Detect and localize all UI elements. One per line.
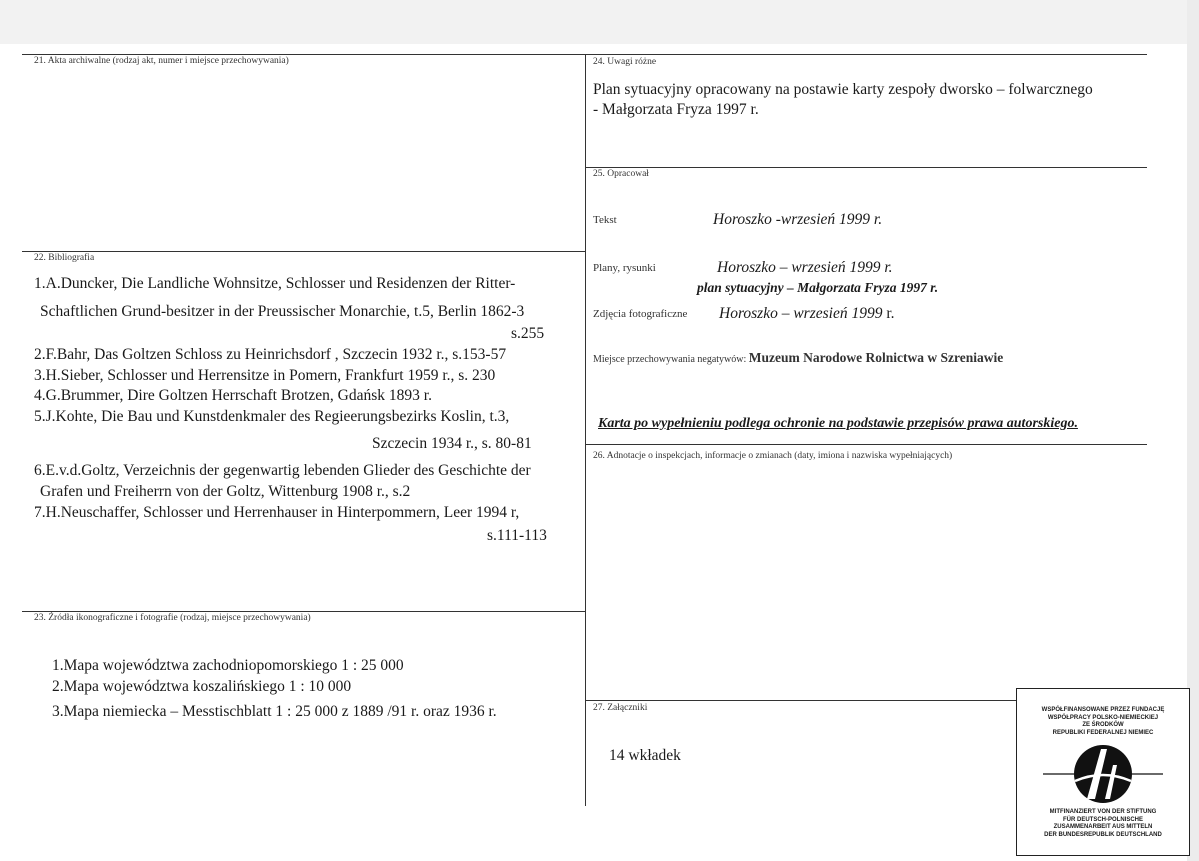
rule-25 xyxy=(585,167,1147,168)
bib-1-line-1: 1.A.Duncker, Die Landliche Wohnsitze, Schlosser und Residenzen der Ritter- xyxy=(34,275,516,292)
section-25-label: 25. Opracował xyxy=(593,169,649,179)
section-22-label: 22. Bibliografia xyxy=(34,253,95,263)
bib-3: 3.H.Sieber, Schlosser und Herrensitze in Pomern, Frankfurt 1959 r., s. 230 xyxy=(34,367,496,384)
bib-6-line-1: 6.E.v.d.Goltz, Verzeichnis der gegenwartig lebenden Glieder des Geschichte der xyxy=(34,462,531,479)
section-24-label: 24. Uwagi różne xyxy=(593,57,657,67)
bib-2: 2.F.Bahr, Das Goltzen Schloss zu Heinrichsdorf , Szczecin 1932 r., s.153-57 xyxy=(34,346,507,363)
zdjecia-value xyxy=(719,304,895,324)
bib-7-line-2: s.111-113 xyxy=(487,527,547,544)
source-1: 1.Mapa województwa zachodniopomorskiego 1 : 25 000 xyxy=(52,657,404,674)
bib-5-line-1: 5.J.Kohte, Die Bau und Kunstdenkmaler des Regieerungsbezirks Koslin, t.3, xyxy=(34,408,510,425)
remarks-line-2: - Małgorzata Fryza 1997 r. xyxy=(593,101,759,118)
plany-label: Plany, rysunki xyxy=(593,262,656,274)
source-2: 2.Mapa województwa koszalińskiego 1 : 10 000 xyxy=(52,678,352,695)
bib-1-line-2: Schaftlichen Grund-besitzer in der Preussischer Monarchie, t.5, Berlin 1862-3 xyxy=(40,303,525,320)
rule-23 xyxy=(22,611,585,612)
stamp-bottom-2: FÜR DEUTSCH-POLNISCHE xyxy=(1062,816,1143,823)
stamp-top-4: REPUBLIKI FEDERALNEJ NIEMIEC xyxy=(1052,729,1154,736)
zdjecia-label: Zdjęcia fotograficzne xyxy=(593,308,688,320)
section-27-label: 27. Załączniki xyxy=(593,703,648,713)
miejsce-label-text: Miejsce przechowywania negatywów: xyxy=(593,354,747,365)
stamp-top-2: WSPÓŁPRACY POLSKO-NIEMIECKIEJ xyxy=(1047,714,1159,721)
scan-edge-top xyxy=(0,0,1199,44)
rule-26 xyxy=(585,444,1147,445)
copyright-notice: Karta po wypełnieniu podlega ochronie na podstawie przepisów prawa autorskiego. xyxy=(598,416,1078,431)
rule-27 xyxy=(585,700,1017,701)
foundation-logo-icon xyxy=(1017,741,1189,807)
bib-6-line-2: Grafen und Freiherrn von der Goltz, Wittenburg 1908 r., s.2 xyxy=(40,483,411,500)
bib-5-line-2: Szczecin 1934 r., s. 80-81 xyxy=(372,435,532,452)
rule-22 xyxy=(22,251,585,252)
bib-7-line-1: 7.H.Neuschaffer, Schlosser und Herrenhauser in Hinterpommern, Leer 1994 r, xyxy=(34,504,520,521)
plany-value-2: plan sytuacyjny – Małgorzata Fryza 1997 r. xyxy=(697,280,939,295)
tekst-value: Horoszko -wrzesień 1999 r. xyxy=(713,211,883,228)
plany-value: Horoszko – wrzesień 1999 r. xyxy=(717,259,893,276)
section-21-label: 21. Akta archiwalne (rodzaj akt, numer i miejsce przechowywania) xyxy=(34,56,289,66)
foundation-stamp xyxy=(1016,688,1190,856)
stamp-top-3: ZE ŚRODKÓW xyxy=(1082,722,1124,728)
miejsce-value: Muzeum Narodowe Rolnictwa w Szreniawie xyxy=(748,350,1004,365)
section-26-label: 26. Adnotacje o inspekcjach, informacje o zmianach (daty, imiona i nazwiska wypełniających) xyxy=(593,451,953,461)
stamp-bottom-4: DER BUNDESREPUBLIK DEUTSCHLAND xyxy=(1044,831,1162,838)
tekst-label: Tekst xyxy=(593,214,617,226)
miejsce-label xyxy=(593,350,1003,366)
source-3: 3.Mapa niemiecka – Messtischblatt 1 : 25 000 z 1889 /91 r. oraz 1936 r. xyxy=(52,703,497,720)
section-23-label: 23. Źródła ikonograficzne i fotografie (rodzaj, miejsce przechowywania) xyxy=(34,613,311,623)
bib-1-line-3: s.255 xyxy=(511,325,545,342)
zdjecia-value-suffix: r. xyxy=(882,305,895,322)
stamp-bottom-1: MITFINANZIERT VON DER STIFTUNG xyxy=(1049,809,1157,815)
bib-4: 4.G.Brummer, Dire Goltzen Herrschaft Brotzen, Gdańsk 1893 r. xyxy=(34,387,432,404)
attachments-value: 14 wkładek xyxy=(609,747,681,764)
stamp-bottom-3: ZUSAMMENARBEIT AUS MITTELN xyxy=(1053,824,1153,830)
stamp-top-1: WSPÓŁFINANSOWANE PRZEZ FUNDACJĘ xyxy=(1041,707,1165,713)
remarks-line-1: Plan sytuacyjny opracowany na postawie karty zespoły dworsko – folwarcznego xyxy=(593,81,1093,98)
zdjecia-value-text: Horoszko – wrzesień 1999 xyxy=(719,305,883,322)
